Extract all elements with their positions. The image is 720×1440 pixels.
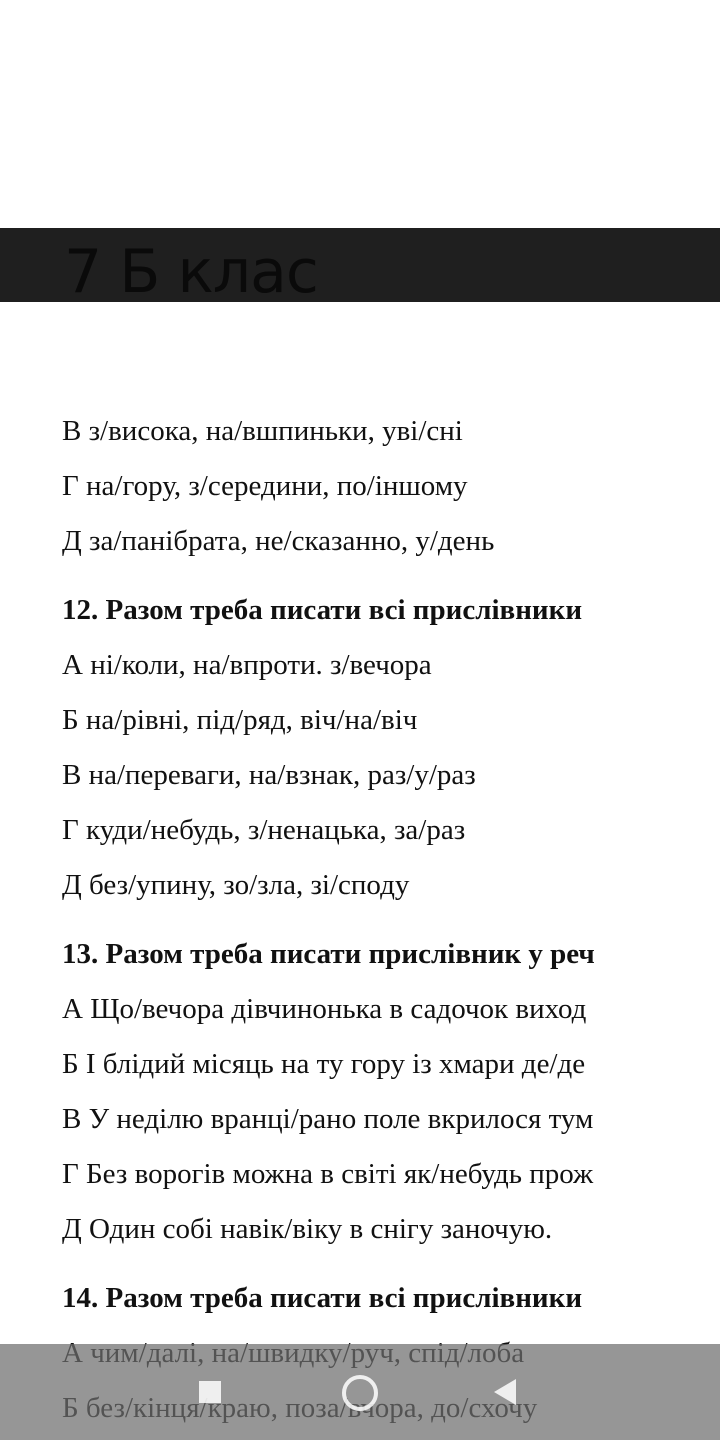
answer-option: Г на/гору, з/середини, по/іншому [62, 470, 468, 502]
triangle-back-icon [494, 1379, 516, 1405]
square-icon [199, 1381, 221, 1403]
answer-option: Г куди/небудь, з/ненацька, за/раз [62, 814, 466, 846]
navigation-bar [0, 1344, 720, 1440]
title-bar [0, 228, 720, 302]
answer-option: Б на/рівні, під/ряд, віч/на/віч [62, 704, 418, 736]
answer-option: Д Один собі навік/віку в снігу заночую. [62, 1213, 553, 1245]
document-body [62, 408, 720, 1440]
answer-option: Г Без ворогів можна в світі як/небудь прож [62, 1158, 594, 1190]
back-button[interactable] [458, 1344, 554, 1440]
recent-apps-button[interactable] [162, 1344, 258, 1440]
answer-option: А ні/коли, на/впроти. з/вечора [62, 649, 432, 681]
answer-option: Д за/панібрата, не/сказанно, у/день [62, 525, 495, 557]
question-heading-12: 12. Разом треба писати всі прислівники [62, 594, 583, 626]
question-heading-13: 13. Разом треба писати прислівник у реч [62, 938, 595, 970]
question-heading-14: 14. Разом треба писати всі прислівники [62, 1282, 583, 1314]
answer-option: А Що/вечора дівчинонька в садочок виход [62, 993, 587, 1025]
answer-option: В У неділю вранці/рано поле вкрилося тум [62, 1103, 594, 1135]
answer-option: В на/переваги, на/взнак, раз/у/раз [62, 759, 476, 791]
home-button[interactable] [312, 1344, 408, 1440]
answer-option: В з/висока, на/вшпиньки, уві/сні [62, 415, 463, 447]
page-title: 7 Б клас [64, 237, 318, 302]
circle-icon [342, 1375, 378, 1411]
answer-option: Д без/упину, зо/зла, зі/споду [62, 869, 410, 901]
answer-option: Б І блідий місяць на ту гору із хмари де/де [62, 1048, 586, 1080]
